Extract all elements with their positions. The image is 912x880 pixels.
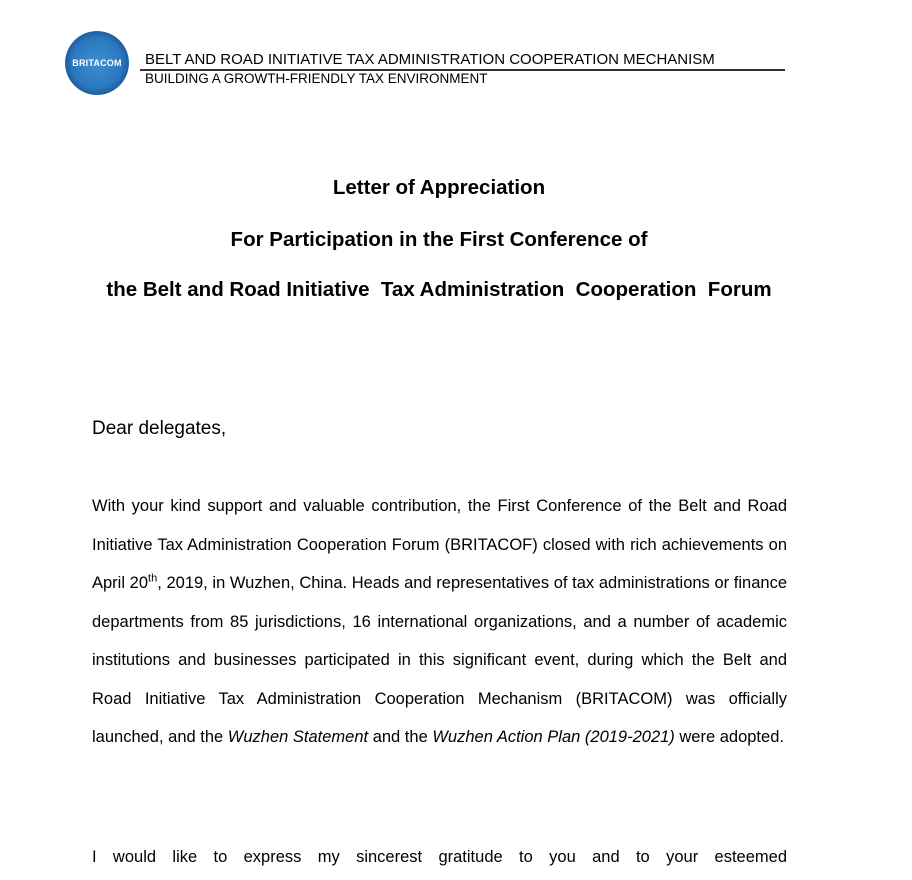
salutation: Dear delegates, <box>92 418 227 439</box>
header-tagline: BUILDING A GROWTH-FRIENDLY TAX ENVIRONMENT <box>145 71 488 86</box>
letter-subtitle-1: For Participation in the First Conference of <box>230 228 648 251</box>
p1-text-c: and the <box>368 728 433 746</box>
wuzhen-statement: Wuzhen Statement <box>227 728 369 746</box>
p1-superscript: th <box>148 572 158 585</box>
britacom-logo <box>65 31 129 95</box>
letter-subtitle-2: the Belt and Road Initiative Tax Administration Cooperation Forum <box>106 278 772 301</box>
letter-title: Letter of Appreciation <box>332 176 546 199</box>
p1-text-b: , 2019, in Wuzhen, China. Heads and representatives of tax administrations or finance departments from 85 jurisdictions, 16 international organizations, and a number of academic institutions and businesses participated in this significant event, during which the Belt and Road Initiative Tax Administration Cooperation Mechanism (BRITACOM) was officially launched, and the <box>92 574 787 746</box>
logo-text: BRITACOM <box>72 58 122 68</box>
p1-text-a: With your kind support and valuable contribution, the First Conference of the Belt and Road Initiative Tax Administration Cooperation Forum (BRITACOF) closed with rich achievements on April 20 <box>92 497 787 592</box>
body-paragraph-1 <box>92 487 787 757</box>
p1-text-d: were adopted. <box>674 728 784 746</box>
body-paragraph-2: I would like to express my sincerest gratitude to you and to your esteemed <box>92 848 787 866</box>
header-organization-name: BELT AND ROAD INITIATIVE TAX ADMINISTRATION COOPERATION MECHANISM <box>145 51 715 68</box>
wuzhen-action-plan: Wuzhen Action Plan (2019-2021) <box>432 728 675 746</box>
